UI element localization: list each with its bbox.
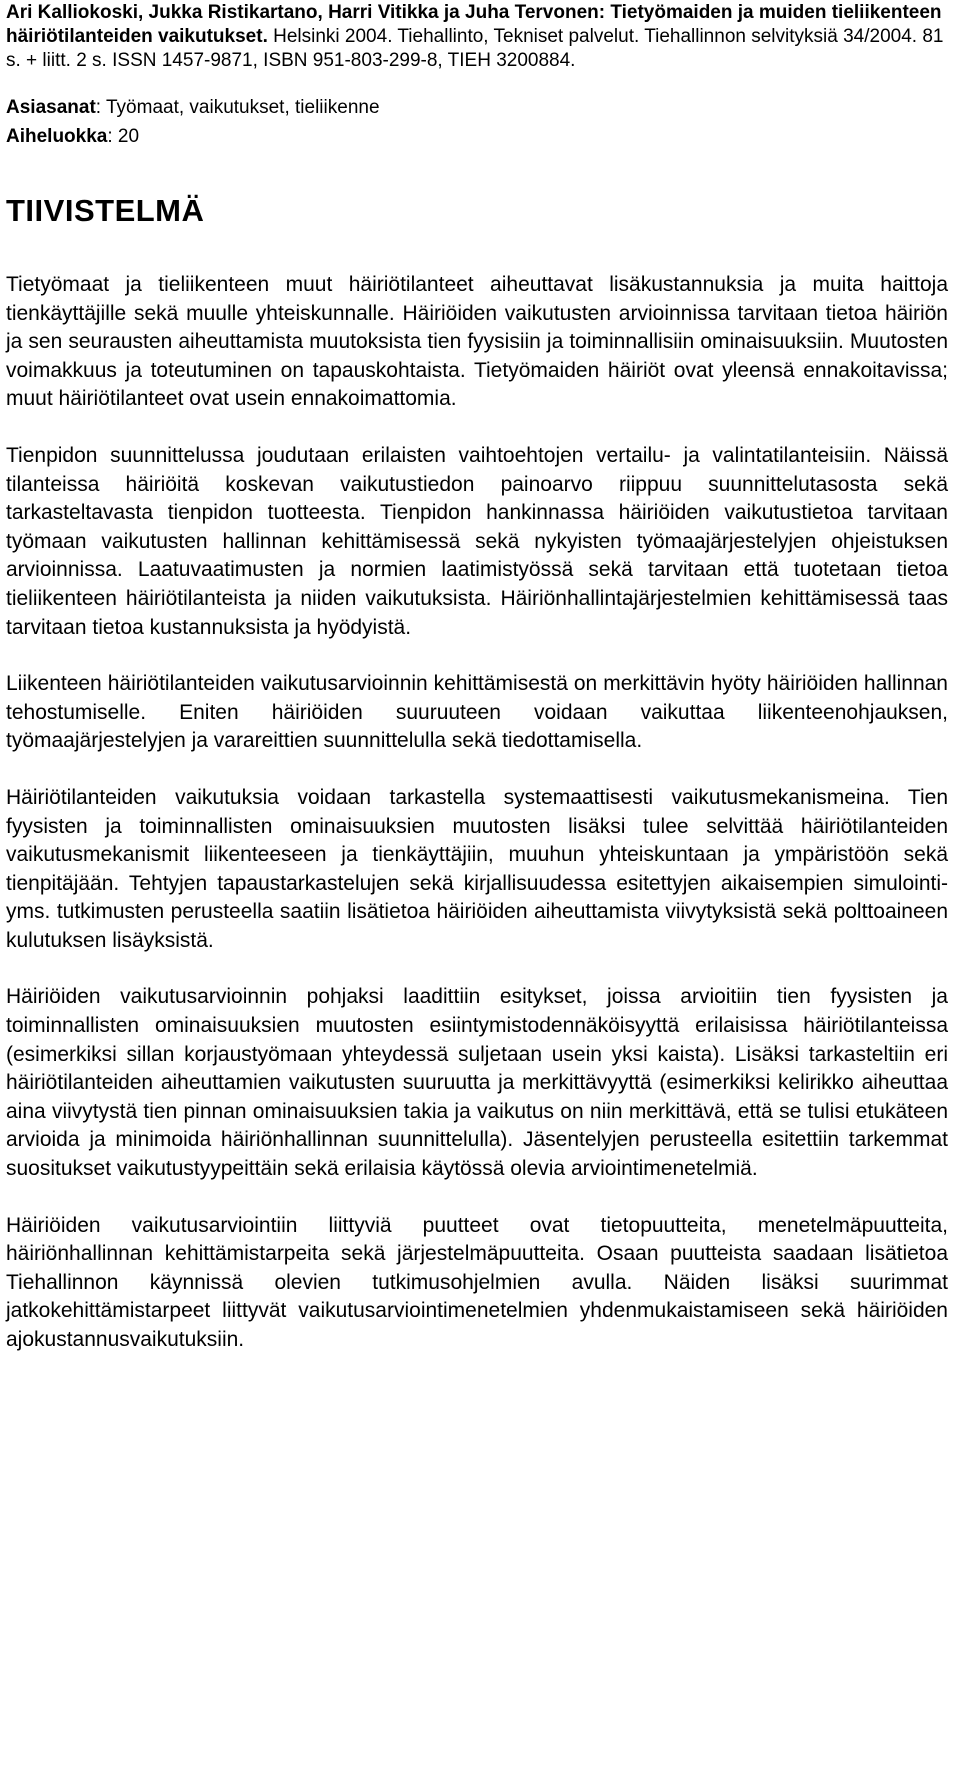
paragraph: Häiriötilanteiden vaikutuksia voidaan tarkastella systemaattisesti vaikutusmekanismeina. Tien fyysisten ja toiminnallisten ominaisuuksien muutosten lisäksi tulee selvittää häiriötilanteiden vaikutusmekanismit liikenteeseen ja tienkäyttäjiin, muuhun yhteiskuntaan ja ympäristöön sekä tienpitäjään. Tehtyjen tapaustarkastelujen sekä kirjallisuudessa esitettyjen aikaisempien simulointi- yms. tutkimusten perusteella saatiin lisätietoa häiriöiden aiheuttamista viivytyksistä sekä polttoaineen kulutuksen lisäyksistä. — [6, 785, 948, 952]
category-label: Aiheluokka — [6, 126, 108, 147]
paragraph: Tietyömaat ja tieliikenteen muut häiriötilanteet aiheuttavat lisäkustannuksia ja muita haittoja tienkäyttäjille sekä muulle yhteiskunnalle. Häiriöiden vaikutusten arvioinnissa tarvitaan tietoa häiriön ja sen seurausten aiheuttamista muutoksista tien fyysisiin ja toiminnallisiin ominaisuuksiin. Muutosten voimakkuus ja toteutuminen on tapauskohtaista. Tietyömaiden häiriöt ovat yleensä ennakoitavissa; muut häiriötilanteet ovat usein ennakoimattomia. — [6, 273, 948, 411]
keywords-line — [6, 93, 948, 122]
paragraph: Häiriöiden vaikutusarvioinnin pohjaksi laadittiin esitykset, joissa arvioitiin tien fyysisten ja toiminnallisten ominaisuuksien muutosten esiintymistodennäköisyyttä erilaisissa häiriötilanteissa (esimerkiksi sillan korjaustyömaan yhteydessä suljetaan usein yksi kaista). Lisäksi tarkasteltiin eri häiriötilanteiden aiheuttamien vaikutusten suuruutta ja merkittävyyttä (esimerkiksi kelirikko aiheuttaa aina viivytystä tien pinnan ominaisuuksien takia ja vaikutus on niin merkittävä, että se tulisi etukäteen arvioida ja minimoida häiriönhallinnan suunnittelulla). Jäsentelyjen perusteella esitettiin tarkemmat suositukset vaikutustyypeittäin sekä erilaisia käytössä olevia arviointimenetelmiä. — [6, 985, 948, 1181]
category-line — [6, 122, 948, 151]
citation — [6, 0, 948, 73]
paragraph: Tienpidon suunnittelussa joudutaan erilaisten vaihtoehtojen vertailu- ja valintatilanteisiin. Näissä tilanteissa häiriöitä koskevan vaikutustiedon painoarvo riippuu suunnittelutasosta sekä tarkasteltavasta tienpidon tuotteesta. Tienpidon hankinnassa häiriöiden vaikutustietoa tarvitaan työmaan vaikutusten hallinnan kehittämisessä sekä nykyisten työmaajärjestelyjen ohjeistuksen arvioinnissa. Laatuvaatimusten ja normien laatimistyössä sekä tarvitaan että tuotetaan tietoa tieliikenteen häiriötilanteista ja niiden vaikutuksista. Häiriönhallintajärjestelmien kehittämisessä taas tarvitaan tietoa kustannuksista ja hyödyistä. — [6, 443, 948, 639]
keywords-label: Asiasanat — [6, 97, 96, 118]
section-heading: TIIVISTELMÄ — [6, 193, 205, 228]
keywords-value: : Työmaat, vaikutukset, tieliikenne — [95, 97, 380, 118]
document-page — [6, 0, 948, 1383]
category-value: : 20 — [107, 126, 140, 147]
paragraph: Liikenteen häiriötilanteiden vaikutusarvioinnin kehittämisestä on merkittävin hyöty häiriöiden hallinnan tehostumiselle. Eniten häiriöiden suuruuteen voidaan vaikuttaa liikenteenohjauksen, työmaajärjestelyjen ja varareittien suunnittelulla sekä tiedottamisella. — [6, 672, 948, 753]
citation-publication: Helsinki 2004. Tiehallinto, Tekniset palvelut. Tiehallinnon selvityksiä 34/2004. 81 s. + liitt. 2 s. ISSN 1457-9871, ISBN 951-803-299-8, TIEH 3200884. — [6, 26, 944, 71]
metadata-block — [6, 93, 948, 151]
abstract-body — [6, 271, 948, 1355]
paragraph: Häiriöiden vaikutusarviointiin liittyviä puutteet ovat tietopuutteita, menetelmäpuutteita, häiriönhallinnan kehittämistarpeita sekä järjestelmäpuutteita. Osaan puutteista saadaan lisätietoa Tiehallinnon käynnissä olevien tutkimusohjelmien avulla. Näiden lisäksi suurimmat jatkokehittämistarpeet liittyvät vaikutusarviointimenetelmien yhdenmukaistamiseen sekä häiriöiden ajokustannusvaikutuksiin. — [6, 1213, 948, 1351]
citation-authors-title: Ari Kalliokoski, Jukka Ristikartano, Harri Vitikka ja Juha Tervonen: Tietyömaiden ja muiden tieliikenteen häiriötilanteiden vaikutukset. — [6, 2, 942, 47]
